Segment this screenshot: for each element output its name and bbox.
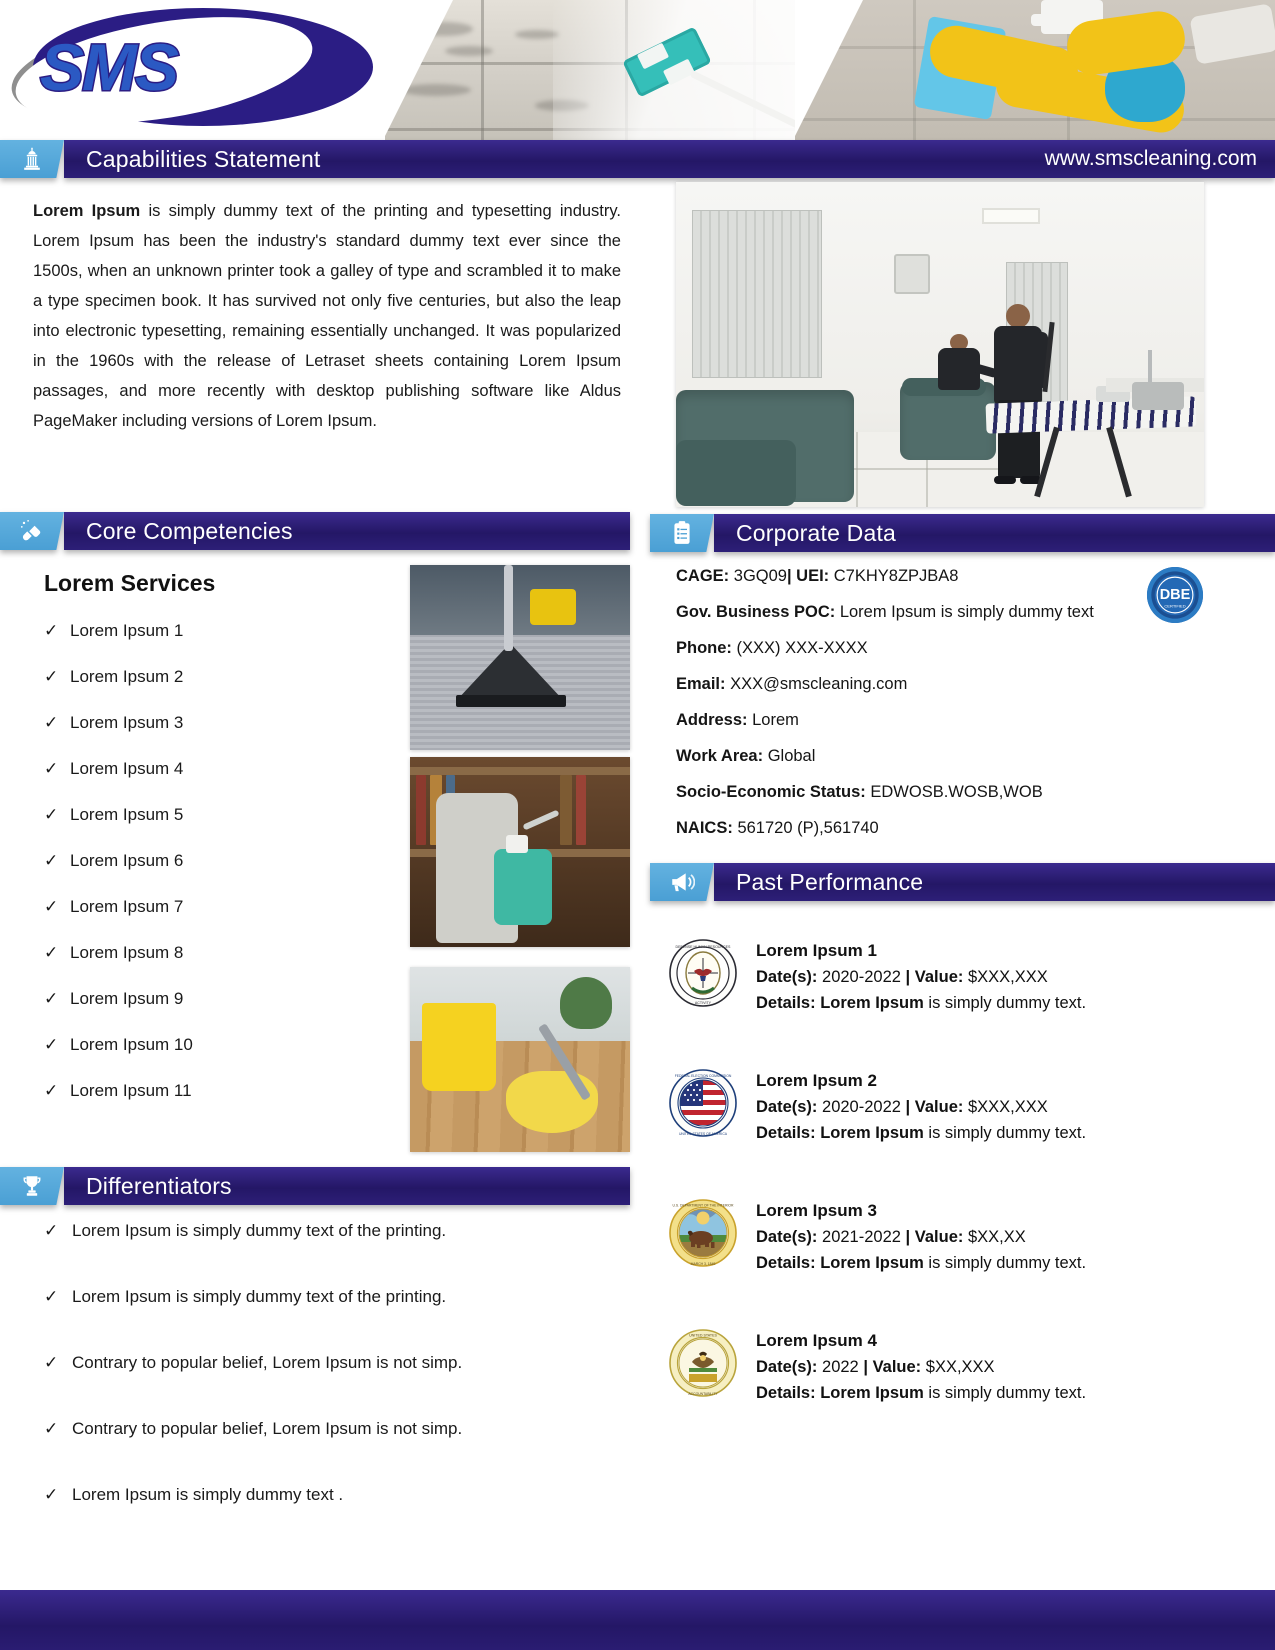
corporate-data-row-cage: CAGE: 3GQ09| UEI: C7KHY8ZPJBA8 (676, 567, 959, 585)
svg-text:FEDERAL ELECTION COMMISSION: FEDERAL ELECTION COMMISSION (674, 1074, 732, 1078)
list-item: ✓ Lorem Ipsum 8 (44, 943, 184, 962)
trophy-icon (0, 1167, 64, 1205)
svg-text:UNITED STATES: UNITED STATES (689, 1333, 717, 1338)
clipboard-icon (650, 514, 714, 552)
capabilities-statement-header (0, 140, 1275, 178)
list-item: ✓ Lorem Ipsum 6 (44, 851, 184, 870)
corporate-data-row-address: Address: Lorem (676, 711, 799, 729)
svg-text:DBE: DBE (1159, 586, 1191, 603)
gloved-hands-spray-cleaning-photo (795, 0, 1275, 140)
past-performance-item (668, 1328, 1086, 1406)
list-item: ✓ Lorem Ipsum 11 (44, 1081, 192, 1100)
corporate-data-list (676, 558, 1196, 846)
svg-text:U.S. DEPARTMENT OF THE INTERIO: U.S. DEPARTMENT OF THE INTERIOR (672, 1203, 734, 1208)
past-performance-item (668, 1198, 1086, 1276)
corporate-data-row-phone: Phone: (XXX) XXX-XXXX (676, 639, 868, 657)
list-item: ✓ Contrary to popular belief, Lorem Ipsum is not simp. (44, 1353, 463, 1372)
list-item: ✓ Contrary to popular belief, Lorem Ipsum is not simp. (44, 1419, 463, 1438)
check-icon: ✓ (44, 1353, 59, 1372)
svg-text:ACTIVITY: ACTIVITY (694, 1001, 712, 1005)
corporate-data-row-work-area: Work Area: Global (676, 747, 816, 765)
list-item: ✓ Lorem Ipsum is simply dummy text . (44, 1485, 344, 1504)
check-icon: ✓ (44, 667, 59, 686)
svg-text:CERTIFIED: CERTIFIED (1164, 603, 1186, 609)
differentiators-title: Differentiators (86, 1172, 232, 1199)
federal-election-commission-seal (668, 1068, 738, 1138)
megaphone-icon (650, 863, 714, 901)
department-of-the-interior-seal (668, 1198, 738, 1268)
check-icon: ✓ (44, 759, 59, 778)
check-icon: ✓ (44, 943, 59, 962)
footer-bar (0, 1590, 1275, 1650)
mop-on-tile-floor-photo (385, 0, 795, 140)
svg-text:ACCOUNTABILITY: ACCOUNTABILITY (688, 1392, 718, 1396)
website-link[interactable]: www.smscleaning.com (1044, 147, 1257, 170)
check-icon: ✓ (44, 851, 59, 870)
corporate-data-row-socio-economic: Socio-Economic Status: EDWOSB.WOSB,WOB (676, 783, 1043, 801)
past-performance-details: Lorem Ipsum 3 Date(s): 2021-2022 | Value: $XX,XX Details: Lorem Ipsum is simply dummy text. (756, 1201, 1087, 1272)
check-icon: ✓ (44, 1287, 59, 1306)
corporate-data-row-email: Email: XXX@smscleaning.com (676, 675, 908, 693)
core-competencies-title: Core Competencies (86, 517, 293, 544)
past-performance-details: Lorem Ipsum 2 Date(s): 2020-2022 | Value: $XXX,XXX Details: Lorem Ipsum is simply dummy text. (756, 1071, 1087, 1142)
past-performance-title: Past Performance (736, 868, 924, 895)
page-title: Capabilities Statement (86, 145, 321, 172)
capitol-building-icon (0, 140, 64, 178)
past-performance-item (668, 938, 1086, 1016)
check-icon: ✓ (44, 897, 59, 916)
list-item: ✓ Lorem Ipsum is simply dummy text of the printing. (44, 1221, 447, 1240)
past-performance-header (650, 863, 1275, 901)
corporate-data-row-naics: NAICS: 561720 (P),561740 (676, 819, 879, 837)
list-item: ✓ Lorem Ipsum 7 (44, 897, 184, 916)
defense-human-resources-activity-seal (668, 938, 738, 1008)
check-icon: ✓ (44, 1221, 59, 1240)
core-competencies-subheading: Lorem Services (44, 570, 216, 596)
check-icon: ✓ (44, 805, 59, 824)
svg-text:DEFENSE HUMAN RESOURCES: DEFENSE HUMAN RESOURCES (675, 945, 731, 949)
list-item: ✓ Lorem Ipsum 10 (44, 1035, 193, 1054)
check-icon: ✓ (44, 989, 59, 1008)
corporate-data-row-poc: Gov. Business POC: Lorem Ipsum is simply dummy text (676, 603, 1094, 621)
past-performance-item (668, 1068, 1086, 1146)
svg-text:MARCH 3, 1849: MARCH 3, 1849 (690, 1262, 716, 1266)
company-logo (0, 0, 385, 140)
top-banner (0, 0, 1275, 140)
core-competencies-list (44, 622, 394, 1128)
list-item: ✓ Lorem Ipsum 1 (44, 621, 184, 640)
list-item: ✓ Lorem Ipsum 2 (44, 667, 184, 686)
differentiators-list (44, 1222, 644, 1552)
logo-text: SMS (40, 30, 178, 104)
list-item: ✓ Lorem Ipsum 4 (44, 759, 184, 778)
corporate-data-title: Corporate Data (736, 519, 897, 546)
check-icon: ✓ (44, 1485, 59, 1504)
check-icon: ✓ (44, 1081, 59, 1100)
list-item: ✓ Lorem Ipsum 3 (44, 713, 184, 732)
carpet-extractor-photo (410, 565, 630, 750)
corporate-data-header (650, 514, 1275, 552)
list-item: ✓ Lorem Ipsum is simply dummy text of the printing. (44, 1287, 447, 1306)
core-competencies-header (0, 512, 630, 550)
past-performance-details: Lorem Ipsum 1 Date(s): 2020-2022 | Value: $XXX,XXX Details: Lorem Ipsum is simply dummy text. (756, 941, 1087, 1012)
spray-bottle-icon (0, 512, 64, 550)
intro-body: is simply dummy text of the printing and typesetting industry. Lorem Ipsum has been the industry's standard dummy text ever since the 1500s, when an unknown printer took a galley of type and scrambled it to make a type specimen book. It has survived not only five centuries, but also the leap into electronic typesetting, remaining essentially unchanged. It was popularized in the 1960s with the release of Letraset sheets containing Lorem Ipsum passages, and more recently with desktop publishing software like Aldus PageMaker including versions of Lorem Ipsum. (33, 202, 621, 430)
past-performance-details: Lorem Ipsum 4 Date(s): 2022 | Value: $XX,XXX Details: Lorem Ipsum is simply dummy text. (756, 1331, 1087, 1402)
mop-and-bucket-photo (410, 967, 630, 1152)
intro-paragraph (33, 196, 621, 436)
check-icon: ✓ (44, 1419, 59, 1438)
office-cleaning-team-photo (676, 182, 1204, 507)
disinfecting-sprayer-photo (410, 757, 630, 947)
svg-text:UNITED STATES OF AMERICA: UNITED STATES OF AMERICA (678, 1132, 728, 1136)
united-states-government-accountability-seal (668, 1328, 738, 1398)
check-icon: ✓ (44, 713, 59, 732)
differentiators-header (0, 1167, 630, 1205)
intro-lead: Lorem Ipsum (33, 202, 141, 220)
check-icon: ✓ (44, 621, 59, 640)
list-item: ✓ Lorem Ipsum 9 (44, 989, 184, 1008)
list-item: ✓ Lorem Ipsum 5 (44, 805, 184, 824)
check-icon: ✓ (44, 1035, 59, 1054)
